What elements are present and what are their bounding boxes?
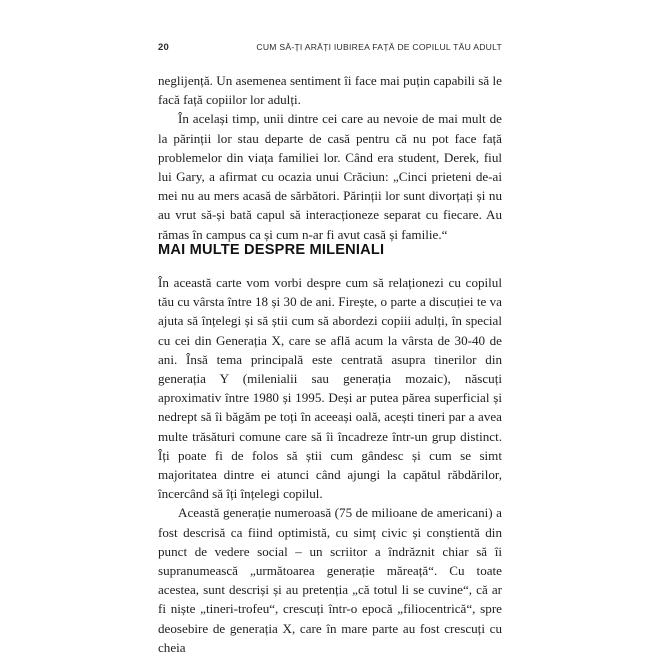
running-title: CUM SĂ-ȚI ARĂȚI IUBIREA FAȚĂ DE COPILUL TĂU ADULT bbox=[256, 42, 502, 52]
body-text-bottom bbox=[158, 273, 502, 657]
section-heading: MAI MULTE DESPRE MILENIALI bbox=[158, 242, 385, 258]
running-header bbox=[158, 40, 502, 54]
paragraph: Această generație numeroasă (75 de milioane de americani) a fost descrisă ca fiind optimistă, cu simț civic și conștientă din punct de vedere social – un scriitor a îndrăznit chiar să îi supranumească „următoarea generație măreață“. Cu toate acestea, sunt descriși și au pretenția „că totul li se cuvine“, că ar fi niște „tineri-trofeu“, crescuți într-o epocă „filiocentrică“, spre deosebire de generația X, care în mare parte au fost crescuți cu cheia bbox=[158, 505, 502, 655]
paragraph-continued: neglijență. Un asemenea sentiment îi face mai puțin capabili să le facă față copiilor lor adulți. bbox=[158, 73, 502, 108]
paragraph: În această carte vom vorbi despre cum să relaționezi cu copilul tău cu vârsta între 18 și 30 de ani. Firește, o parte a discuției te va ajuta să înțelegi și să știi cum să abordezi copiii adulți, în special cu cei din Generația X, care se află acum la vârsta de 30-40 de ani. Însă tema principală este centrată asupra tinerilor din generația Y (milenialii sau generația mozaic), născuți aproximativ între 1980 și 1995. Deși ar putea părea superficial și nedrept să îi băgăm pe toți în aceeași oală, acești tineri par a avea multe trăsături comune care să îi încadreze într-un grup distinct. Îți poate fi de folos să știi cum gândesc și cum se simt majoritatea dintre ei atunci când ajungi la capătul răbdărilor, încercând să îți înțelegi copilul. bbox=[158, 275, 502, 502]
paragraph: În același timp, unii dintre cei care au nevoie de mai mult de la părinții lor stau departe de casă pentru că nu pot face față problemelor din viața familiei lor. Când era student, Derek, fiul lui Gary, a afirmat cu ocazia unui Crăciun: „Cinci prieteni de-ai mei nu au mers acasă de sărbători. Părinții lor sunt divorțați și nu au vrut să-și bată capul să interacționeze separat cu fiecare. Au rămas în campus ca și cum n-ar fi avut casă și familie.“ bbox=[158, 111, 502, 242]
page-number: 20 bbox=[158, 41, 169, 53]
body-text-top bbox=[158, 71, 502, 244]
